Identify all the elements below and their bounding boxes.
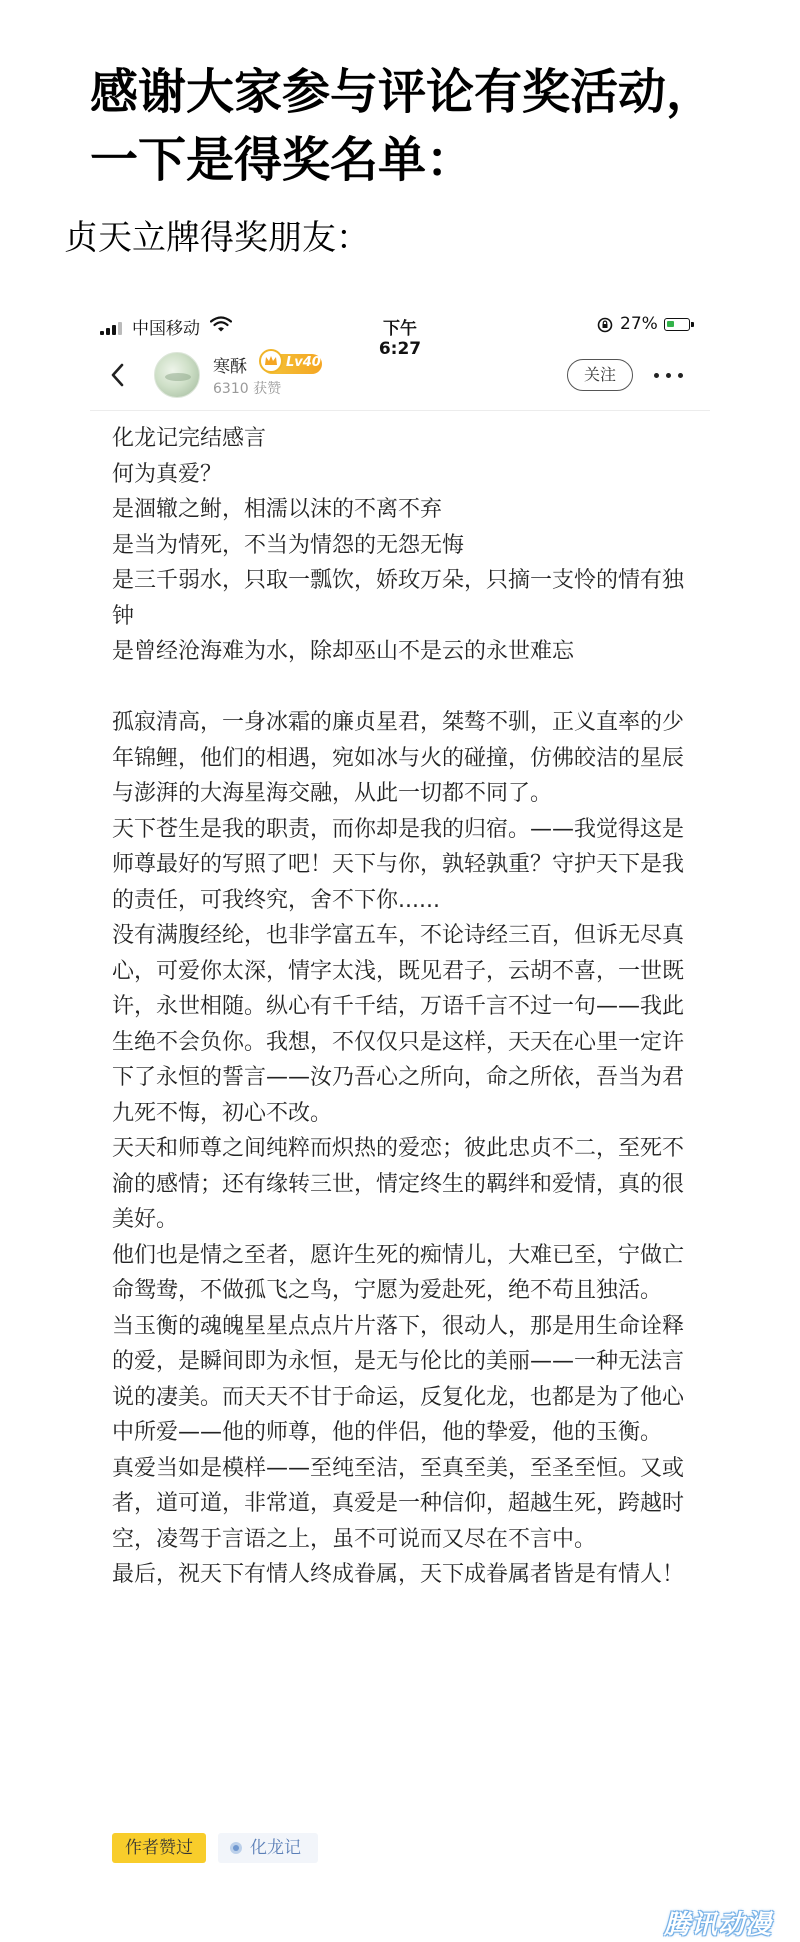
- post-paragraph: 当玉衡的魂魄星星点点片片落下，很动人，那是用生命诠释的爱，是瞬间即为永恒，是无与伦比的美丽——一种无法言说的凄美。而天天不甘于命运，反复化龙，也都是为了他心中所爱——他的师尊，他的伴侣，他的挚爱，他的玉衡。: [112, 1313, 685, 1445]
- wifi-icon: [210, 316, 232, 332]
- back-arrow-icon[interactable]: [106, 360, 130, 390]
- topic-tag-label: 化龙记: [250, 1838, 301, 1858]
- post-paragraph: 化龙记完结感言: [112, 426, 267, 451]
- post-content: [112, 421, 704, 1593]
- topic-icon: [230, 1842, 242, 1854]
- page-title-line-2: 一下是得奖名单：: [90, 132, 475, 188]
- orientation-lock-icon: [597, 317, 613, 333]
- post-paragraph: 没有满腹经纶，也非学富五车，不论诗经三百，但诉无尽真心，可爱你太深，情字太浅，既见君子，云胡不喜，一世既许，永世相随。纵心有千千结，万语千言不过一句——我此生绝不会负你。我想，不仅仅只是这样，天天在心里一定许下了永恒的誓言——汝乃吾心之所向，命之所依，吾当为君九死不悔，初心不改。: [112, 923, 685, 1126]
- carrier-name: 中国移动: [132, 319, 200, 339]
- post-paragraph: 孤寂清高，一身冰霜的廉贞星君，桀骜不驯，正义直率的少年锦鲤，他们的相遇，宛如冰与火的碰撞，仿佛皎洁的星辰与澎湃的大海星海交融，从此一切都不同了。: [112, 710, 685, 806]
- crown-icon: [258, 348, 284, 374]
- author-name[interactable]: 寒酥: [213, 357, 247, 377]
- post-paragraph: 最后，祝天下有情人终成眷属，天下成眷属者皆是有情人！: [112, 1562, 685, 1587]
- post-paragraph: 是曾经沧海难为水，除却巫山不是云的永世难忘: [112, 639, 575, 664]
- post-header: [90, 344, 710, 411]
- comment-screenshot: [90, 308, 710, 1942]
- post-paragraph: 天天和师尊之间纯粹而炽热的爱恋；彼此忠贞不二，至死不渝的感情；还有缘转三世，情定终生的羁绊和爱情，真的很美好。: [112, 1136, 685, 1232]
- post-paragraph: 是当为情死，不当为情怨的无怨无悔: [112, 532, 465, 558]
- post-blank-line: [112, 670, 704, 706]
- post-paragraph: 何为真爱？: [112, 461, 223, 487]
- author-liked-badge: 作者赞过: [112, 1833, 206, 1863]
- avatar[interactable]: [154, 352, 200, 398]
- battery-percent: 27%: [620, 314, 658, 334]
- watermark-logo: 腾讯动漫: [664, 1910, 773, 1940]
- page-title-line-1: 感谢大家参与评论有奖活动，: [90, 64, 715, 120]
- post-paragraph: 天下苍生是我的职责，而你却是我的归宿。——我觉得这是师尊最好的写照了吧！天下与你，孰轻孰重？守护天下是我的责任，可我终究，舍不下你......: [112, 816, 685, 913]
- post-paragraph: 他们也是情之至者，愿许生死的痴情儿，大难已至，宁做亡命鸳鸯，不做孤飞之鸟，宁愿为爱赴死，绝不苟且独活。: [112, 1242, 685, 1303]
- follow-button[interactable]: 关注: [567, 359, 633, 391]
- topic-tag[interactable]: [218, 1833, 318, 1863]
- battery-icon: [664, 318, 690, 331]
- post-paragraph: 是三千弱水，只取一瓢饮，娇玫万朵，只摘一支怜的情有独钟: [112, 568, 685, 629]
- section-label: 贞天立牌得奖朋友：: [64, 218, 370, 258]
- signal-icon: [100, 321, 126, 335]
- level-text: Lv40: [286, 355, 321, 370]
- status-time: 下午 6:27: [378, 319, 422, 359]
- likes-count: 6310 获赞: [213, 381, 282, 397]
- status-bar: [90, 308, 710, 359]
- page-title: [90, 58, 750, 194]
- post-paragraph: 是涸辙之鲋，相濡以沫的不离不弃: [112, 497, 443, 522]
- more-options-icon[interactable]: [652, 362, 686, 388]
- level-badge: [262, 354, 322, 374]
- post-paragraph: 真爱当如是模样——至纯至洁，至真至美，至圣至恒。又或者，道可道，非常道，真爱是一种信仰，超越生死，跨越时空，凌驾于言语之上，虽不可说而又尽在不言中。: [112, 1455, 685, 1552]
